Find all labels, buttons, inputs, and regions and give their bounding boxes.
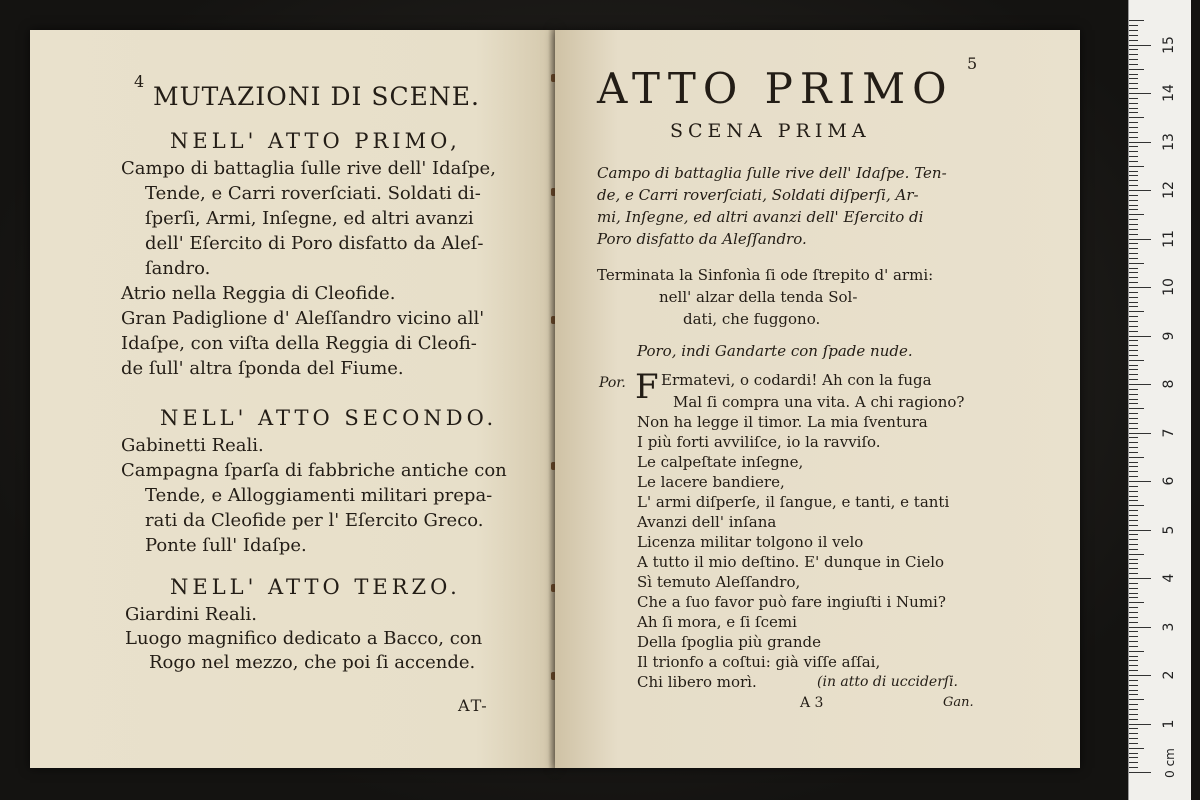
ruler-tick xyxy=(1129,365,1138,366)
ruler-tick xyxy=(1129,500,1138,501)
ruler-tick xyxy=(1129,447,1138,448)
ruler-tick xyxy=(1129,665,1138,666)
verse-line: Non ha legge il timor. La mia ſventura xyxy=(637,413,928,431)
setting-line: Poro disfatto da Aleſſandro. xyxy=(597,230,807,248)
stage-line: nell' alzar della tenda Sol- xyxy=(659,288,858,306)
drop-cap: F xyxy=(635,367,659,407)
ruler-tick xyxy=(1129,83,1138,84)
ruler-tick xyxy=(1129,64,1138,65)
ruler-tick xyxy=(1129,704,1138,705)
ruler-number: 10 xyxy=(1161,278,1177,296)
ruler-tick xyxy=(1129,20,1144,21)
ruler-tick xyxy=(1129,743,1138,744)
ruler-tick xyxy=(1129,311,1144,312)
ruler-tick xyxy=(1129,627,1151,628)
ruler-tick xyxy=(1129,641,1138,642)
ruler-tick xyxy=(1129,103,1138,104)
ruler-tick xyxy=(1129,656,1138,657)
ruler-tick xyxy=(1129,578,1151,579)
setting-line: mi, Inſegne, ed altri avanzi dell' Eſercito di xyxy=(597,208,924,226)
verse-line: Della ſpoglia più grande xyxy=(637,633,821,651)
ruler-tick xyxy=(1129,297,1138,298)
ruler-tick xyxy=(1129,520,1138,521)
ruler-tick xyxy=(1129,224,1138,225)
ruler-tick xyxy=(1129,54,1138,55)
ruler-tick xyxy=(1129,146,1138,147)
ruler-tick xyxy=(1129,292,1138,293)
ruler-tick xyxy=(1129,331,1138,332)
ruler-number: 12 xyxy=(1161,181,1177,199)
ruler-tick xyxy=(1129,714,1138,715)
ruler-tick xyxy=(1129,369,1138,370)
ruler-tick xyxy=(1129,733,1138,734)
ruler-number: 13 xyxy=(1161,132,1177,151)
ruler-tick xyxy=(1129,694,1138,695)
ruler-tick xyxy=(1129,88,1138,89)
ruler-tick xyxy=(1129,631,1138,632)
ruler-tick xyxy=(1129,326,1138,327)
ruler-tick xyxy=(1129,403,1138,404)
ruler-tick xyxy=(1129,670,1138,671)
scene-line: Ponte ſull' Idaſpe. xyxy=(145,535,307,556)
ruler-tick xyxy=(1129,59,1138,60)
ruler-tick xyxy=(1129,302,1138,303)
ruler-number: 2 xyxy=(1161,670,1177,680)
speaker-name: Por. xyxy=(599,375,626,391)
ruler-tick xyxy=(1129,69,1144,70)
ruler-tick xyxy=(1129,234,1138,235)
stage-aside: (in atto di ucciderſi. xyxy=(817,674,958,690)
ruler-tick xyxy=(1129,78,1138,79)
ruler-number: 3 xyxy=(1161,622,1177,631)
ruler-tick xyxy=(1129,394,1138,395)
scene-line: rati da Cleofide per l' Eſercito Greco. xyxy=(145,510,484,531)
ruler-tick xyxy=(1129,583,1138,584)
ruler-tick xyxy=(1129,685,1138,686)
verse-line: L' armi diſperſe, il ſangue, e tanti, e tanti xyxy=(637,493,950,511)
ruler-tick xyxy=(1129,117,1144,118)
ruler-unit: 0 cm xyxy=(1162,748,1177,778)
ruler-tick xyxy=(1129,98,1138,99)
ruler-tick xyxy=(1129,675,1151,676)
ruler-tick xyxy=(1129,515,1138,516)
ruler-tick xyxy=(1129,142,1151,143)
ruler-number: 1 xyxy=(1161,719,1177,728)
verse-line: A tutto il mio deſtino. E' dunque in Cielo xyxy=(637,553,945,571)
ruler-tick xyxy=(1129,379,1138,380)
scene-line: Idaſpe, con viſta della Reggia di Cleofi- xyxy=(121,333,477,354)
ruler-tick xyxy=(1129,457,1144,458)
ruler-tick xyxy=(1129,151,1138,152)
left-page xyxy=(30,30,555,768)
ruler-tick xyxy=(1129,554,1144,555)
ruler-tick xyxy=(1129,258,1138,259)
scene-line: ſandro. xyxy=(145,258,211,279)
ruler-tick xyxy=(1129,355,1138,356)
ruler-tick xyxy=(1129,268,1138,269)
ruler-tick xyxy=(1129,25,1138,26)
ruler-tick xyxy=(1129,573,1138,574)
ruler-tick xyxy=(1129,374,1138,375)
scene-line: Gabinetti Reali. xyxy=(121,435,264,456)
ruler-tick xyxy=(1129,340,1138,341)
page-number: 4 xyxy=(134,72,145,91)
verse-line: Sì temuto Aleſſandro, xyxy=(637,573,801,591)
ruler-tick xyxy=(1129,748,1144,749)
ruler-tick xyxy=(1129,108,1138,109)
verse-line: Mal ſi compra una vita. A chi ragiono? xyxy=(673,393,965,411)
ruler-tick xyxy=(1129,161,1138,162)
ruler-tick xyxy=(1129,180,1138,181)
ruler-tick xyxy=(1129,563,1138,564)
ruler-tick xyxy=(1129,45,1151,46)
ruler-tick xyxy=(1129,622,1138,623)
ruler-tick xyxy=(1129,690,1138,691)
ruler-tick xyxy=(1129,185,1138,186)
ruler-tick xyxy=(1129,753,1138,754)
ruler-tick xyxy=(1129,762,1138,763)
stage-line: dati, che fuggono. xyxy=(683,310,821,328)
verse-line: Ermatevi, o codardi! Ah con la fuga xyxy=(661,371,932,389)
ruler-number: 7 xyxy=(1161,428,1177,437)
ruler-tick xyxy=(1129,166,1144,167)
section-heading-atto-secondo: NELL' ATTO SECONDO. xyxy=(160,406,498,430)
ruler-tick xyxy=(1129,491,1138,492)
ruler-tick xyxy=(1129,593,1138,594)
scene-line: Rogo nel mezzo, che poi ſi accende. xyxy=(149,652,476,673)
ruler-tick xyxy=(1129,442,1138,443)
section-heading-atto-primo: NELL' ATTO PRIMO, xyxy=(170,129,461,153)
ruler-tick xyxy=(1129,525,1138,526)
ruler-number: 5 xyxy=(1161,525,1177,534)
ruler-tick xyxy=(1129,384,1151,385)
ruler-tick xyxy=(1129,413,1138,414)
ruler-tick xyxy=(1129,229,1138,230)
ruler-tick xyxy=(1129,35,1138,36)
scene-line: Giardini Reali. xyxy=(125,604,257,625)
stage-line: Terminata la Sinfonìa ſi ode ſtrepito d' armi: xyxy=(597,266,934,284)
ruler-number: 9 xyxy=(1161,331,1177,340)
ruler-tick xyxy=(1129,272,1138,273)
ruler-tick xyxy=(1129,757,1138,758)
museum-watermark xyxy=(508,400,648,520)
ruler-tick xyxy=(1129,200,1138,201)
ruler-tick xyxy=(1129,559,1138,560)
ruler-tick xyxy=(1129,772,1151,773)
ruler-number: 6 xyxy=(1161,476,1177,486)
verse-line: Il trionfo a coſtui: già viſſe aſſai, xyxy=(637,653,881,671)
scene-line: dell' Eſercito di Poro disfatto da Aleſ- xyxy=(145,233,484,254)
ruler-tick xyxy=(1129,767,1138,768)
ruler-tick xyxy=(1129,418,1138,419)
ruler-tick xyxy=(1129,510,1138,511)
ruler-tick xyxy=(1129,74,1138,75)
verse-line: Ah ſi mora, e ſi ſcemi xyxy=(637,613,797,631)
act-title: ATTO PRIMO xyxy=(597,64,954,113)
ruler-number: 14 xyxy=(1161,84,1177,102)
ruler-tick xyxy=(1129,530,1151,531)
verse-line: I più forti avviliſce, io la ravviſo. xyxy=(637,433,881,451)
ruler-tick xyxy=(1129,209,1138,210)
verse-line: Le lacere bandiere, xyxy=(637,473,785,491)
ruler-tick xyxy=(1129,287,1151,288)
ruler-tick xyxy=(1129,568,1138,569)
ruler-tick xyxy=(1129,724,1151,725)
ruler-tick xyxy=(1129,452,1138,453)
ruler-tick xyxy=(1129,617,1138,618)
ruler-tick xyxy=(1129,277,1138,278)
ruler-tick xyxy=(1129,195,1138,196)
characters-line: Poro, indi Gandarte con ſpade nude. xyxy=(637,342,913,360)
ruler-tick xyxy=(1129,112,1138,113)
ruler-tick xyxy=(1129,549,1138,550)
ruler-tick xyxy=(1129,171,1138,172)
ruler-tick xyxy=(1129,399,1138,400)
ruler-tick xyxy=(1129,132,1138,133)
signature-mark: A 3 xyxy=(800,695,824,711)
ruler-tick xyxy=(1129,321,1138,322)
scene-line: Campagna ſparſa di fabbriche antiche con xyxy=(121,460,507,481)
ruler-number: 15 xyxy=(1161,35,1177,54)
scene-line: de ſull' altra ſponda del Fiume. xyxy=(121,358,404,379)
ruler-tick xyxy=(1129,471,1138,472)
catchword: AT- xyxy=(458,696,489,715)
ruler-tick xyxy=(1129,636,1138,637)
ruler-tick xyxy=(1129,544,1138,545)
scene-line: Luogo magnifico dedicato a Bacco, con xyxy=(125,628,483,649)
ruler-tick xyxy=(1129,253,1138,254)
ruler-tick xyxy=(1129,122,1138,123)
ruler-tick xyxy=(1129,505,1144,506)
setting-line: Campo di battaglia ſulle rive dell' Idaſpe. Ten- xyxy=(597,164,947,182)
scene-line: Tende, e Alloggiamenti militari prepa- xyxy=(145,485,493,506)
verse-line: Le calpeſtate inſegne, xyxy=(637,453,804,471)
ruler-tick xyxy=(1129,660,1138,661)
ruler-tick xyxy=(1129,428,1138,429)
ruler-tick xyxy=(1129,539,1138,540)
measurement-ruler xyxy=(1128,0,1191,800)
ruler-tick xyxy=(1129,466,1138,467)
ruler-tick xyxy=(1129,248,1138,249)
ruler-tick xyxy=(1129,602,1144,603)
ruler-tick xyxy=(1129,496,1138,497)
ruler-tick xyxy=(1129,709,1138,710)
page-number: 5 xyxy=(967,54,978,73)
ruler-tick xyxy=(1129,345,1138,346)
scene-title: SCENA PRIMA xyxy=(670,120,871,142)
ruler-tick xyxy=(1129,437,1138,438)
setting-line: de, e Carri roverſciati, Soldati diſperſi, Ar- xyxy=(597,186,919,204)
verse-line: Che a ſuo favor può fare ingiuſti i Numi? xyxy=(637,593,946,611)
scene-line: Atrio nella Reggia di Cleofide. xyxy=(121,283,396,304)
ruler-number: 4 xyxy=(1161,573,1177,583)
ruler-tick xyxy=(1129,127,1138,128)
ruler-tick xyxy=(1129,316,1138,317)
ruler-tick xyxy=(1129,175,1138,176)
ruler-tick xyxy=(1129,680,1138,681)
ruler-tick xyxy=(1129,137,1138,138)
ruler-tick xyxy=(1129,728,1138,729)
ruler-tick xyxy=(1129,336,1151,337)
ruler-tick xyxy=(1129,30,1138,31)
ruler-tick xyxy=(1129,588,1138,589)
ruler-tick xyxy=(1129,360,1144,361)
ruler-tick xyxy=(1129,49,1138,50)
ruler-tick xyxy=(1129,534,1138,535)
verse-line: Avanzi dell' inſana xyxy=(637,513,777,531)
scene-line: ſperſi, Armi, Inſegne, ed altri avanzi xyxy=(145,208,474,229)
scene-line: Gran Padiglione d' Aleſſandro vicino all' xyxy=(121,308,485,329)
ruler-tick xyxy=(1129,408,1144,409)
scene-line: Campo di battaglia ſulle rive dell' Idaſpe, xyxy=(121,158,496,179)
ruler-tick xyxy=(1129,423,1138,424)
ruler-tick xyxy=(1129,719,1138,720)
ruler-tick xyxy=(1129,389,1138,390)
ruler-tick xyxy=(1129,40,1138,41)
catchword: Gan. xyxy=(943,695,974,710)
right-page xyxy=(555,30,1080,768)
ruler-tick xyxy=(1129,699,1144,700)
ruler-tick xyxy=(1129,651,1144,652)
ruler-tick xyxy=(1129,350,1138,351)
ruler-tick xyxy=(1129,433,1151,434)
ruler-tick xyxy=(1129,612,1138,613)
scene-line: Tende, e Carri roverſciati. Soldati di- xyxy=(145,183,481,204)
ruler-number: 8 xyxy=(1161,379,1177,389)
ruler-tick xyxy=(1129,239,1151,240)
ruler-tick xyxy=(1129,214,1144,215)
ruler-tick xyxy=(1129,738,1138,739)
ruler-tick xyxy=(1129,597,1138,598)
ruler-tick xyxy=(1129,486,1138,487)
ruler-tick xyxy=(1129,219,1138,220)
ruler-number: 11 xyxy=(1161,229,1177,248)
ruler-tick xyxy=(1129,481,1151,482)
ruler-tick xyxy=(1129,462,1138,463)
ruler-tick xyxy=(1129,156,1138,157)
ruler-tick xyxy=(1129,243,1138,244)
verse-line: Licenza militar tolgono il velo xyxy=(637,533,864,551)
ruler-tick xyxy=(1129,190,1151,191)
ruler-tick xyxy=(1129,263,1144,264)
ruler-tick xyxy=(1129,476,1138,477)
section-heading-atto-terzo: NELL' ATTO TERZO. xyxy=(170,575,461,599)
ruler-tick xyxy=(1129,282,1138,283)
ruler-tick xyxy=(1129,607,1138,608)
ruler-tick xyxy=(1129,306,1138,307)
ruler-tick xyxy=(1129,205,1138,206)
ruler-tick xyxy=(1129,93,1151,94)
ruler-tick xyxy=(1129,646,1138,647)
verse-line: Chi libero morì. xyxy=(637,673,757,691)
page-title: MUTAZIONI DI SCENE. xyxy=(153,82,480,111)
